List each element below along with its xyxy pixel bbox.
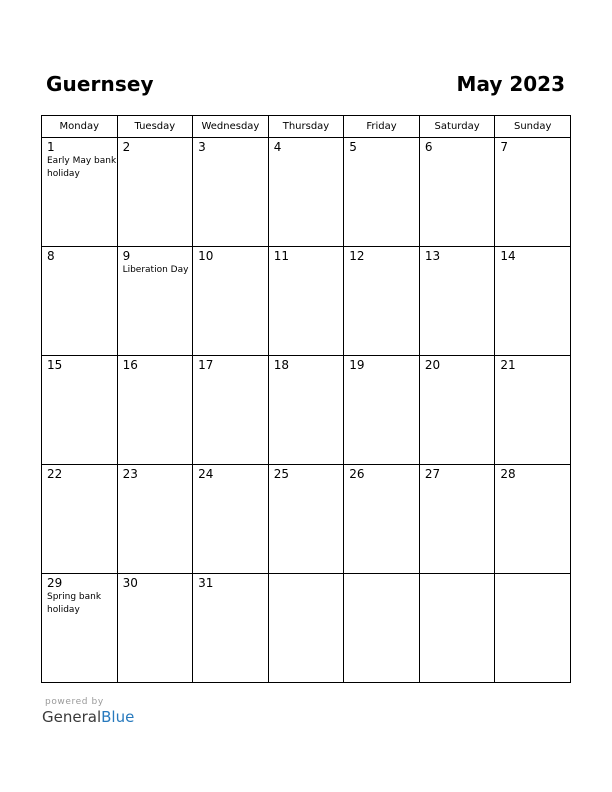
- day-cell: [419, 356, 495, 465]
- day-cell: [117, 574, 193, 683]
- day-number: 3: [198, 140, 206, 154]
- week-row: [42, 465, 571, 574]
- day-number: 13: [424, 249, 441, 263]
- day-cell: [42, 247, 118, 356]
- day-cell: [495, 574, 571, 683]
- day-number: 14: [500, 249, 516, 263]
- day-number: 2: [122, 140, 131, 154]
- day-cell: [193, 465, 269, 574]
- week-row: [42, 574, 571, 683]
- country-title: Guernsey: [46, 72, 154, 96]
- day-cell: [495, 356, 571, 465]
- day-cell: [495, 247, 571, 356]
- day-number: 19: [349, 358, 365, 372]
- day-number: 8: [47, 249, 55, 263]
- day-cell: [117, 247, 193, 356]
- day-number: 25: [273, 467, 289, 481]
- day-number: 28: [500, 467, 516, 481]
- day-cell: [268, 465, 344, 574]
- brand-blue: Blue: [101, 708, 135, 726]
- day-number: 1: [47, 140, 55, 154]
- day-cell: [268, 138, 344, 247]
- day-cell: [268, 574, 344, 683]
- day-number: 7: [500, 140, 509, 154]
- week-row: [42, 356, 571, 465]
- day-cell: [268, 356, 344, 465]
- day-cell: [344, 138, 420, 247]
- powered-by-text: powered by: [45, 697, 104, 707]
- day-cell: [495, 138, 571, 247]
- day-cell: [193, 247, 269, 356]
- day-number: 9: [122, 249, 131, 263]
- day-cell: [268, 247, 344, 356]
- day-cell: [419, 574, 495, 683]
- day-cell: [42, 356, 118, 465]
- day-number: 30: [122, 576, 138, 590]
- weekday-header: Saturday: [419, 116, 495, 138]
- day-cell: [117, 356, 193, 465]
- day-number: 21: [500, 358, 516, 372]
- day-number: 11: [273, 249, 289, 263]
- holiday-label: Early May bank holiday: [47, 156, 117, 179]
- day-cell: [495, 465, 571, 574]
- day-number: 27: [424, 467, 441, 481]
- day-number: 12: [349, 249, 365, 263]
- day-number: 16: [122, 358, 138, 372]
- day-number: 17: [198, 358, 214, 372]
- day-cell: [344, 574, 420, 683]
- day-number: 31: [198, 576, 214, 590]
- brand-logo: [42, 708, 134, 726]
- day-number: 18: [273, 358, 289, 372]
- weekday-header: Wednesday: [193, 116, 269, 138]
- day-cell: [419, 247, 495, 356]
- brand-general: General: [42, 708, 102, 726]
- day-cell: [419, 465, 495, 574]
- week-row: [42, 247, 571, 356]
- day-number: 10: [198, 249, 214, 263]
- day-cell: [117, 138, 193, 247]
- day-number: 23: [122, 467, 138, 481]
- holiday-label: Liberation Day: [122, 265, 189, 275]
- day-cell: [193, 356, 269, 465]
- day-number: 20: [424, 358, 441, 372]
- day-cell: [344, 247, 420, 356]
- weekday-header-row: [42, 116, 571, 138]
- weekday-header: Sunday: [495, 116, 571, 138]
- weekday-header: Tuesday: [117, 116, 193, 138]
- day-number: 26: [349, 467, 365, 481]
- day-number: 22: [47, 467, 63, 481]
- day-cell: [419, 138, 495, 247]
- day-number: 15: [47, 358, 63, 372]
- brand-footer: [42, 697, 134, 726]
- day-cell: [42, 138, 118, 247]
- calendar-grid: [41, 115, 571, 683]
- day-cell: [344, 356, 420, 465]
- weekday-header: Monday: [42, 116, 118, 138]
- day-number: 4: [273, 140, 282, 154]
- day-cell: [193, 574, 269, 683]
- day-cell: [42, 465, 118, 574]
- month-year-title: May 2023: [456, 72, 565, 96]
- day-number: 5: [349, 140, 357, 154]
- day-number: 24: [198, 467, 214, 481]
- day-cell: [344, 465, 420, 574]
- week-row: [42, 138, 571, 247]
- holiday-label: Spring bank holiday: [47, 592, 102, 615]
- day-cell: [193, 138, 269, 247]
- day-cell: [42, 574, 118, 683]
- weekday-header: Thursday: [268, 116, 344, 138]
- day-number: 29: [47, 576, 63, 590]
- day-cell: [117, 465, 193, 574]
- weekday-header: Friday: [344, 116, 420, 138]
- day-number: 6: [424, 140, 433, 154]
